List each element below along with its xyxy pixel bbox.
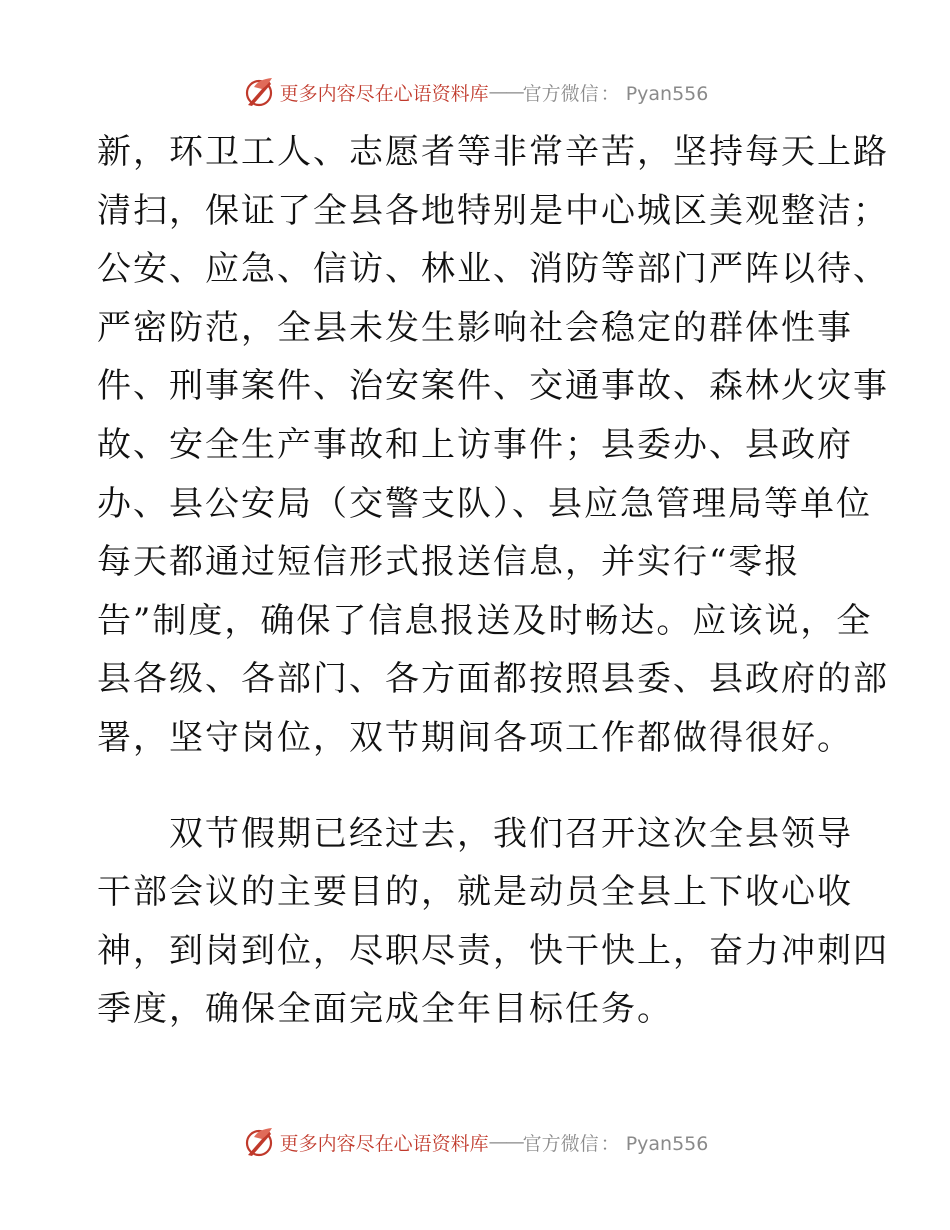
text-line: 每天都通过短信形式报送信息，并实行“零报 <box>97 542 801 583</box>
watermark-dash: —— <box>488 1131 523 1153</box>
text-line: 季度，确保全面完成全年目标任务。 <box>97 989 673 1030</box>
watermark-brand-text: 更多内容尽在心语资料库 <box>279 1132 489 1155</box>
text-line: 严密防范，全县未发生影响社会稳定的群体性事 <box>97 307 853 348</box>
watermark-brand-text: 更多内容尽在心语资料库 <box>279 82 489 105</box>
text-line: 神，到岗到位，尽职尽责，快干快上，奋力冲刺四 <box>97 930 889 971</box>
document-body <box>97 123 889 1039</box>
watermark-dash: —— <box>488 81 523 103</box>
watermark-colon: ： <box>600 82 620 105</box>
footer-watermark <box>0 1122 950 1162</box>
text-line: 告”制度，确保了信息报送及时畅达。应该说，全 <box>97 600 873 641</box>
watermark-contact <box>523 1129 709 1156</box>
text-line: 干部会议的主要目的，就是动员全县上下收心收 <box>97 872 853 913</box>
text-line: 双节假期已经过去，我们召开这次全县领导 <box>97 813 853 854</box>
paragraph-2 <box>97 805 889 1039</box>
watermark-contact-id: Pyan556 <box>625 82 709 105</box>
text-line: 县各级、各部门、各方面都按照县委、县政府的部 <box>97 659 889 700</box>
header-watermark <box>0 72 950 112</box>
watermark-contact-label: 官方微信 <box>522 1132 599 1155</box>
text-line: 件、刑事案件、治安案件、交通事故、森林火灾事 <box>97 366 889 407</box>
paragraph-1 <box>97 123 889 768</box>
text-line: 办、县公安局（交警支队）、县应急管理局等单位 <box>97 483 872 524</box>
text-line: 清扫，保证了全县各地特别是中心城区美观整洁； <box>97 190 889 231</box>
watermark-colon: ： <box>600 1132 620 1155</box>
watermark-contact-id: Pyan556 <box>625 1132 709 1155</box>
quill-pen-logo-icon <box>242 1125 276 1159</box>
text-line: 新，环卫工人、志愿者等非常辛苦，坚持每天上路 <box>97 132 889 172</box>
watermark-contact <box>523 79 709 106</box>
quill-pen-logo-icon <box>242 75 276 109</box>
text-line: 故、安全生产事故和上访事件；县委办、县政府 <box>97 424 853 465</box>
text-line: 署，坚守岗位，双节期间各项工作都做得很好。 <box>97 717 853 758</box>
watermark-contact-label: 官方微信 <box>522 82 599 105</box>
text-line: 公安、应急、信访、林业、消防等部门严阵以待、 <box>97 249 889 290</box>
